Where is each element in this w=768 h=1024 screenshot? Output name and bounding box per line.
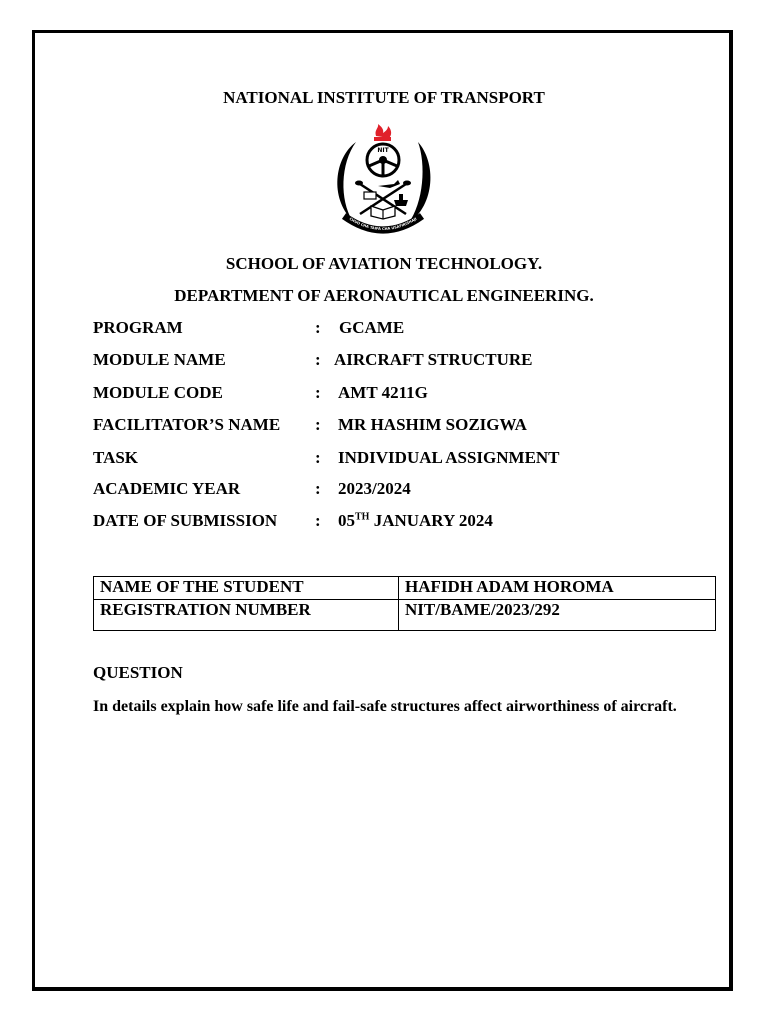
institution-title: NATIONAL INSTITUTE OF TRANSPORT <box>223 88 545 107</box>
module-code-value: AMT 4211G <box>338 383 428 402</box>
table-row <box>94 600 716 631</box>
department-title: DEPARTMENT OF AERONAUTICAL ENGINEERING. <box>174 286 594 305</box>
submission-month-year: JANUARY 2024 <box>373 511 493 530</box>
svg-text:NIT: NIT <box>377 147 389 154</box>
task-label: TASK <box>93 448 139 467</box>
program-value: GCAME <box>339 318 405 337</box>
table-cell-label: NAME OF THE STUDENT <box>94 577 399 600</box>
separator: : <box>315 479 321 498</box>
question-text: In details explain how safe life and fail-safe structures affect airworthiness of aircraft. <box>93 698 677 715</box>
nit-crest-icon <box>326 122 440 240</box>
svg-text:CHUO CHA TAIFA CHA USAFIRISHAJ: CHUO CHA TAIFA CHA USAFIRISHAJI <box>348 216 418 232</box>
submission-suffix: TH <box>355 511 370 523</box>
task-value: INDIVIDUAL ASSIGNMENT <box>338 448 560 467</box>
submission-label: DATE OF SUBMISSION <box>93 511 278 530</box>
facilitator-label: FACILITATOR’S NAME <box>93 415 281 434</box>
submission-value <box>338 511 493 531</box>
separator: : <box>315 318 321 337</box>
separator: : <box>315 350 321 369</box>
separator: : <box>315 383 321 402</box>
facilitator-value: MR HASHIM SOZIGWA <box>338 415 527 434</box>
separator: : <box>315 415 321 434</box>
table-cell-value: NIT/BAME/2023/292 <box>399 600 716 631</box>
module-name-value: AIRCRAFT STRUCTURE <box>334 350 533 369</box>
module-name-label: MODULE NAME <box>93 350 226 369</box>
submission-day: 05 <box>338 511 355 530</box>
school-title: SCHOOL OF AVIATION TECHNOLOGY. <box>225 254 543 273</box>
crescent-left <box>337 142 356 220</box>
student-table <box>93 576 716 631</box>
question-heading: QUESTION <box>93 663 183 682</box>
crescent-right <box>408 142 430 224</box>
separator: : <box>315 448 321 467</box>
separator: : <box>315 511 321 530</box>
table-row <box>94 577 716 600</box>
academic-year-label: ACADEMIC YEAR <box>93 479 241 498</box>
module-code-label: MODULE CODE <box>93 383 223 402</box>
flame-icon <box>376 124 392 138</box>
table-cell-label: REGISTRATION NUMBER <box>94 600 399 631</box>
table-cell-value: HAFIDH ADAM HOROMA <box>399 577 716 600</box>
academic-year-value: 2023/2024 <box>338 479 411 498</box>
program-label: PROGRAM <box>93 318 183 337</box>
